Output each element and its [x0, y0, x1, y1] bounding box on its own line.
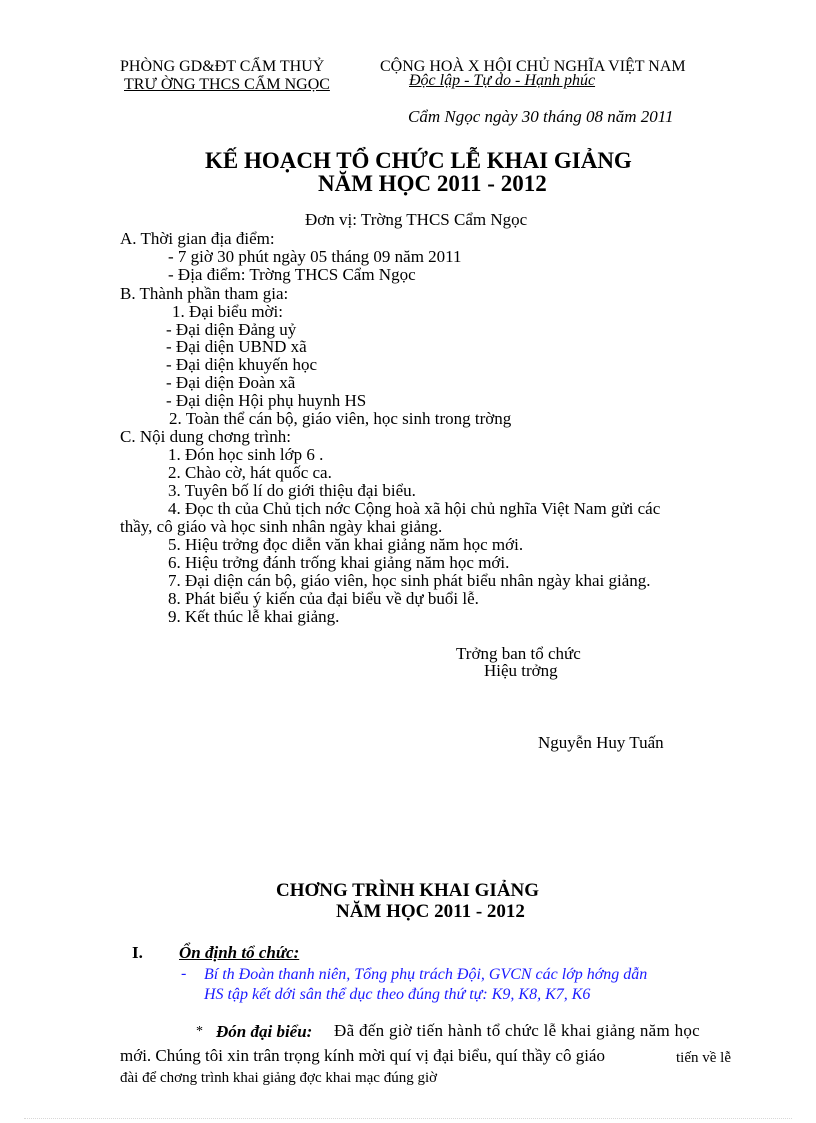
signature-role: Trởng ban tổ chức	[456, 644, 581, 663]
list-item: 7. Đại diện cán bộ, giáo viên, học sinh phát biểu nhân ngày khai giảng.	[168, 571, 651, 590]
nation-motto: Độc lập - Tự do - Hạnh phúc	[409, 72, 596, 89]
list-item: 2. Chào cờ, hát quốc ca.	[168, 463, 332, 482]
signature-title: Hiệu trởng	[484, 661, 558, 680]
list-item: 2. Toàn thể cán bộ, giáo viên, học sinh trong trờng	[169, 409, 512, 428]
list-item: 8. Phát biểu ý kiến của đại biểu về dự buổi lễ.	[168, 589, 479, 608]
list-item-continuation: thầy, cô giáo và học sinh nhân ngày khai giảng.	[120, 517, 443, 536]
welcome-text: đài để chơng trình khai giảng đợc khai mạc đúng giờ	[120, 1070, 438, 1086]
list-item: 5. Hiệu trởng đọc diễn văn khai giảng năm học mới.	[168, 535, 524, 554]
bullet-text: HS tập kết dới sân thể dục theo đúng thứ tự: K9, K8, K7, K6	[204, 986, 591, 1003]
list-item: - Đại diện khuyến học	[166, 355, 318, 374]
welcome-text: tiến về lễ	[676, 1050, 731, 1066]
list-item: - Đại diện Hội phụ huynh HS	[166, 391, 367, 410]
welcome-text: Đã đến giờ tiến hành tổ chức lễ khai giảng năm học	[334, 1021, 701, 1040]
list-item: 4. Đọc th của Chủ tịch nớc Cộng hoà xã hội chủ nghĩa Việt Nam gửi các	[168, 499, 661, 518]
bullet-text: Bí th Đoàn thanh niên, Tổng phụ trách Đội, GVCN các lớp hớng dẫn	[204, 966, 648, 983]
bullet-dash: -	[181, 965, 187, 982]
welcome-label: Đón đại biểu:	[216, 1022, 313, 1041]
school-name: TRƯ ỜNG THCS CẨM NGỌC	[124, 76, 330, 93]
list-item: - Đại diện Đảng uỷ	[166, 320, 297, 339]
list-item: - Đại diện UBND xã	[166, 337, 307, 356]
nation-name: CỘNG HOÀ X HỘI CHỦ NGHĨA VIỆT NAM	[380, 58, 686, 75]
plan-school-year: NĂM HỌC 2011 - 2012	[318, 171, 547, 196]
list-item: - 7 giờ 30 phút ngày 05 tháng 09 năm 2011	[168, 247, 462, 266]
department-name: PHÒNG GD&ĐT CẨM THUỶ	[120, 58, 325, 75]
section-c-heading: C. Nội dung chơng trình:	[120, 427, 291, 446]
plan-title: KẾ HOẠCH TỔ CHỨC LỄ KHAI GIẢNG	[205, 148, 632, 173]
signature-name: Nguyễn Huy Tuấn	[538, 733, 664, 752]
section-number: I.	[132, 943, 143, 962]
date-line: Cẩm Ngọc ngày 30 tháng 08 năm 2011	[408, 107, 674, 126]
list-item: - Địa điểm: Trờng THCS Cẩm Ngọc	[168, 265, 416, 284]
list-item: 6. Hiệu trởng đánh trống khai giảng năm học mới.	[168, 553, 510, 572]
list-item: - Đại diện Đoàn xã	[166, 373, 296, 392]
list-item: 3. Tuyên bố lí do giới thiệu đại biểu.	[168, 481, 416, 500]
section-b-heading: B. Thành phần tham gia:	[120, 284, 289, 303]
list-item: 1. Đón học sinh lớp 6 .	[168, 445, 324, 464]
section-heading: Ổn định tổ chức:	[179, 943, 300, 962]
list-item: 9. Kết thúc lễ khai giảng.	[168, 607, 340, 626]
welcome-text: mới. Chúng tôi xin trân trọng kính mời quí vị đại biểu, quí thầy cô giáo	[120, 1046, 605, 1065]
page-divider	[24, 1118, 792, 1119]
star-icon: *	[196, 1024, 203, 1039]
unit-line: Đơn vị: Trờng THCS Cẩm Ngọc	[305, 210, 528, 229]
list-item: 1. Đại biểu mời:	[172, 302, 283, 321]
section-a-heading: A. Thời gian địa điểm:	[120, 229, 275, 248]
program-title: CHƠNG TRÌNH KHAI GIẢNG	[276, 880, 540, 901]
program-school-year: NĂM HỌC 2011 - 2012	[336, 901, 525, 922]
